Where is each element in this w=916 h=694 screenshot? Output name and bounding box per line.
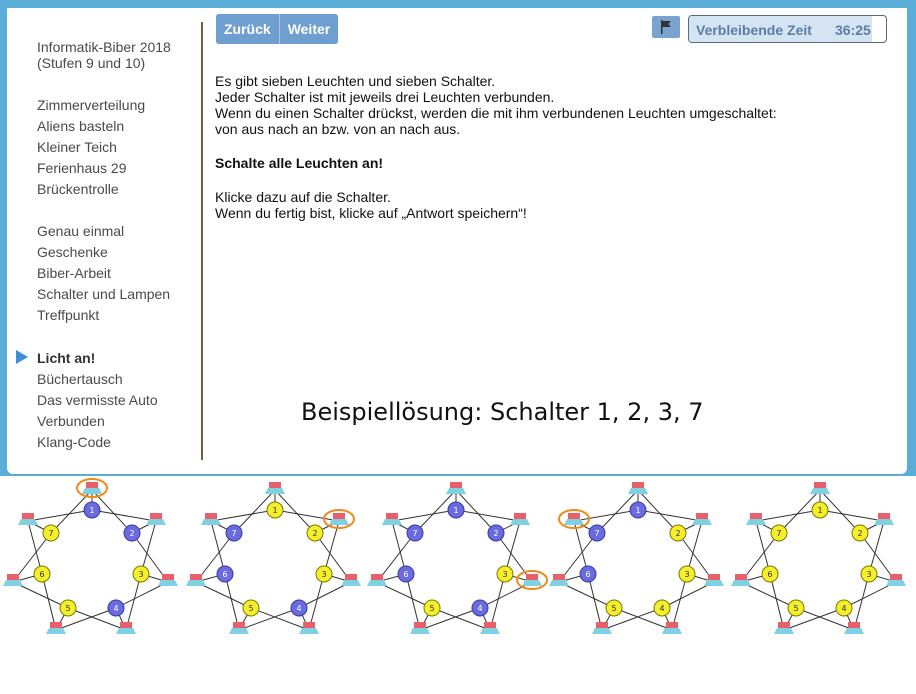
switch-number: 2 [129, 529, 135, 538]
lamp-base-icon [410, 628, 430, 634]
lamp-base-icon [18, 519, 38, 525]
switch-number: 6 [222, 570, 228, 579]
next-button[interactable]: Weiter [279, 14, 339, 44]
timer-label: Verbleibende Zeit [696, 22, 812, 38]
lamp-top-icon [666, 622, 678, 628]
lamp [704, 574, 724, 586]
lamp [201, 513, 221, 525]
lamp-base-icon [229, 628, 249, 634]
switch-number: 5 [611, 604, 617, 613]
lamp [522, 574, 542, 586]
lamp-top-icon [162, 574, 174, 580]
switch-number: 3 [138, 570, 144, 579]
lamp-top-icon [750, 513, 762, 519]
lamp [299, 622, 319, 634]
lamp-base-icon [564, 519, 584, 525]
sidebar-item[interactable]: Biber-Arbeit [37, 265, 111, 281]
lamp-top-icon [596, 622, 608, 628]
lamp-top-icon [414, 622, 426, 628]
lamp [549, 574, 569, 586]
switch-number: 4 [296, 604, 302, 613]
switch-number: 5 [65, 604, 71, 613]
switch-board [549, 482, 724, 634]
task-list-group-1 [37, 95, 145, 200]
switch-number: 3 [502, 570, 508, 579]
switch-number: 1 [272, 506, 278, 515]
lamp [367, 574, 387, 586]
switch-number: 5 [429, 604, 435, 613]
lamp-top-icon [86, 482, 98, 488]
lamp [186, 574, 206, 586]
lamp-top-icon [514, 513, 526, 519]
task-description [215, 73, 895, 239]
lamp [692, 513, 712, 525]
wire [820, 510, 884, 521]
solution-boards [0, 476, 916, 636]
lamp [329, 513, 349, 525]
lamp [810, 482, 830, 494]
lamp-top-icon [735, 574, 747, 580]
lamp-base-icon [549, 580, 569, 586]
current-task-arrow-icon [16, 350, 28, 364]
lamp [146, 513, 166, 525]
sidebar-item[interactable]: Genau einmal [37, 223, 125, 239]
lamp-top-icon [22, 513, 34, 519]
lamp [18, 513, 38, 525]
sidebar-item[interactable]: Brückentrolle [37, 181, 119, 197]
lamp [46, 622, 66, 634]
wire [42, 574, 56, 630]
remaining-time-box [688, 15, 887, 43]
wire [456, 510, 520, 521]
sidebar-item[interactable]: Ferienhaus 29 [37, 160, 127, 176]
sidebar-item[interactable]: Schalter und Lampen [37, 286, 171, 302]
switch-number: 4 [113, 604, 119, 613]
lamp-base-icon [480, 628, 500, 634]
lamp [341, 574, 361, 586]
wire [211, 510, 275, 521]
lamp-base-icon [810, 488, 830, 494]
switch-number: 6 [585, 570, 591, 579]
lamp [510, 513, 530, 525]
lamp-top-icon [333, 513, 345, 519]
wire [28, 510, 92, 521]
lamp-base-icon [446, 488, 466, 494]
lamp [564, 513, 584, 525]
task-line: Jeder Schalter ist mit jeweils drei Leuchten verbunden. [215, 89, 555, 105]
lamp-top-icon [484, 622, 496, 628]
switch-number: 5 [793, 604, 799, 613]
lamp-top-icon [708, 574, 720, 580]
contest-title: Informatik-Biber 2018 (Stufen 9 und 10) [37, 39, 171, 71]
task-line: Klicke dazu auf die Schalter. [215, 189, 391, 205]
switch-number: 3 [321, 570, 327, 579]
task-line: Wenn du einen Schalter drückst, werden die mit ihm verbundenen Leuchten umgeschaltet: [215, 105, 777, 121]
task-list-group-2 [37, 221, 170, 326]
sidebar-divider [201, 22, 203, 460]
lamp-base-icon [746, 519, 766, 525]
lamp-top-icon [568, 513, 580, 519]
task-line: von aus nach an bzw. von an nach aus. [215, 121, 461, 137]
lamp-top-icon [696, 513, 708, 519]
lamp [3, 574, 23, 586]
lamp-top-icon [553, 574, 565, 580]
lamp-base-icon [116, 628, 136, 634]
lamp-top-icon [526, 574, 538, 580]
switch-number: 1 [89, 506, 95, 515]
lamp-base-icon [146, 519, 166, 525]
lamp-base-icon [731, 580, 751, 586]
task-intro [215, 73, 895, 137]
lamp-base-icon [201, 519, 221, 525]
lamp [874, 513, 894, 525]
lamp-top-icon [814, 482, 826, 488]
lamp [746, 513, 766, 525]
lamp-base-icon [82, 488, 102, 494]
switch-number: 7 [48, 529, 54, 538]
switch-number: 6 [403, 570, 409, 579]
lamp-top-icon [303, 622, 315, 628]
switch-number: 1 [817, 506, 823, 515]
lamp-top-icon [345, 574, 357, 580]
lamp-base-icon [46, 628, 66, 634]
lamp [844, 622, 864, 634]
lamp-top-icon [190, 574, 202, 580]
task-line: Es gibt sieben Leuchten und sieben Schalter. [215, 73, 496, 89]
switch-number: 2 [312, 529, 318, 538]
sidebar-item[interactable]: Treffpunkt [37, 307, 100, 323]
sidebar-item[interactable]: Licht an! [37, 350, 96, 366]
lamp-base-icon [510, 519, 530, 525]
lamp-base-icon [299, 628, 319, 634]
lamp-top-icon [878, 513, 890, 519]
lamp-top-icon [778, 622, 790, 628]
sidebar [7, 8, 197, 468]
switch-number: 4 [659, 604, 665, 613]
wire [770, 574, 784, 630]
lamp-base-icon [886, 580, 906, 586]
lamp-top-icon [386, 513, 398, 519]
lamp [265, 482, 285, 494]
lamp-top-icon [120, 622, 132, 628]
sidebar-item[interactable]: Zimmerverteilung [37, 97, 146, 113]
flag-button[interactable] [652, 16, 680, 38]
sidebar-item[interactable]: Klang-Code [37, 434, 111, 450]
lamp-base-icon [367, 580, 387, 586]
lamp-top-icon [150, 513, 162, 519]
switch-number: 6 [767, 570, 773, 579]
back-button[interactable]: Zurück [216, 14, 279, 44]
lamp-top-icon [632, 482, 644, 488]
switch-number: 4 [841, 604, 847, 613]
sidebar-item[interactable]: Kleiner Teich [37, 139, 117, 155]
lamp-base-icon [692, 519, 712, 525]
switch-number: 1 [453, 506, 459, 515]
switch-number: 7 [412, 529, 418, 538]
lamp-base-icon [874, 519, 894, 525]
switch-board [731, 482, 906, 634]
lamp [731, 574, 751, 586]
lamp-top-icon [205, 513, 217, 519]
lamp-top-icon [7, 574, 19, 580]
lamp [480, 622, 500, 634]
switch-number: 2 [493, 529, 499, 538]
lamp-base-icon [382, 519, 402, 525]
lamp-top-icon [371, 574, 383, 580]
switch-number: 7 [776, 529, 782, 538]
task-instructions [215, 189, 895, 221]
wire [756, 510, 820, 521]
lamp [628, 482, 648, 494]
switch-board [3, 479, 178, 634]
wire [638, 510, 702, 521]
switch-number: 6 [39, 570, 45, 579]
switch-board [367, 482, 547, 634]
switch-number: 3 [684, 570, 690, 579]
switch-number: 7 [231, 529, 237, 538]
switch-number: 7 [594, 529, 600, 538]
sidebar-item[interactable]: Büchertausch [37, 371, 123, 387]
lamp-top-icon [50, 622, 62, 628]
lamp [886, 574, 906, 586]
lamp-base-icon [186, 580, 206, 586]
lamp-base-icon [628, 488, 648, 494]
lamp-base-icon [158, 580, 178, 586]
lamp-base-icon [265, 488, 285, 494]
lamp [82, 482, 102, 494]
solution-caption: Beispiellösung: Schalter 1, 2, 3, 7 [301, 398, 704, 426]
switch-number: 4 [477, 604, 483, 613]
lamp-base-icon [592, 628, 612, 634]
switch-board [186, 482, 361, 634]
lamp-base-icon [522, 580, 542, 586]
lamp [446, 482, 466, 494]
lamp [382, 513, 402, 525]
switch-number: 5 [248, 604, 254, 613]
wire [406, 574, 420, 630]
lamp [116, 622, 136, 634]
sidebar-item[interactable]: Verbunden [37, 413, 105, 429]
lamp [410, 622, 430, 634]
timer-value: 36:25 [835, 22, 871, 38]
wire [392, 510, 456, 521]
switch-number: 1 [635, 506, 641, 515]
task-list-group-3 [37, 348, 158, 453]
navigation-buttons [216, 14, 338, 44]
lamp-top-icon [269, 482, 281, 488]
lamp-base-icon [341, 580, 361, 586]
switch-number: 2 [675, 529, 681, 538]
switch-number: 2 [857, 529, 863, 538]
lamp-base-icon [3, 580, 23, 586]
switch-number: 3 [866, 570, 872, 579]
wire [92, 510, 156, 521]
lamp [158, 574, 178, 586]
lamp-base-icon [704, 580, 724, 586]
lamp-base-icon [774, 628, 794, 634]
wire [588, 574, 602, 630]
lamp-top-icon [848, 622, 860, 628]
lamp-base-icon [662, 628, 682, 634]
lamp-top-icon [450, 482, 462, 488]
lamp [229, 622, 249, 634]
lamp [662, 622, 682, 634]
goal-text: Schalte alle Leuchten an! [215, 155, 384, 171]
sidebar-item[interactable]: Geschenke [37, 244, 108, 260]
task-line: Wenn du fertig bist, klicke auf „Antwort speichern“! [215, 205, 527, 221]
task-goal [215, 155, 895, 171]
sidebar-item[interactable]: Das vermisste Auto [37, 392, 158, 408]
lamp-base-icon [329, 519, 349, 525]
lamp-top-icon [233, 622, 245, 628]
sidebar-item[interactable]: Aliens basteln [37, 118, 125, 134]
flag-icon [660, 20, 672, 34]
lamp [774, 622, 794, 634]
lamp-base-icon [844, 628, 864, 634]
lamp [592, 622, 612, 634]
lamp-top-icon [890, 574, 902, 580]
wire [225, 574, 239, 630]
